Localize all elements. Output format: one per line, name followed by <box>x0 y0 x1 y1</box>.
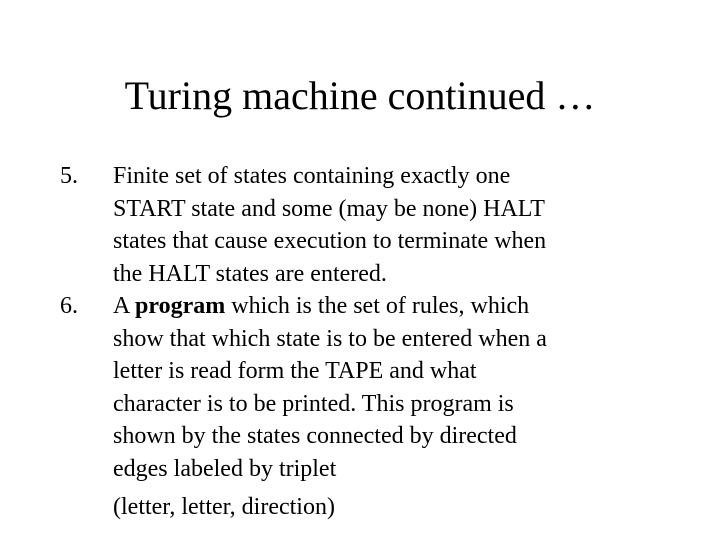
list-item-line: Finite set of states containing exactly one <box>113 163 511 189</box>
list-item-line: shown by the states connected by directed <box>113 423 517 449</box>
numbered-list <box>60 160 680 524</box>
list-item-6 <box>60 290 680 524</box>
list-item-line: character is to be printed. This program is <box>113 390 514 417</box>
list-item-line: the HALT states are entered. <box>113 260 387 287</box>
text-run: which is the set of rules, which <box>225 293 530 319</box>
bold-term-program: program <box>135 293 226 319</box>
slide-title: Turing machine continued … <box>124 73 596 118</box>
list-item-line: states that cause execution to terminate when <box>113 228 547 254</box>
list-item-number: 5. <box>60 163 78 189</box>
list-item-line: edges labeled by triplet <box>113 455 337 482</box>
list-item-line: show that which state is to be entered when a <box>113 325 547 352</box>
list-item-line: START state and some (may be none) HALT <box>113 195 545 222</box>
list-item-5 <box>60 160 680 290</box>
list-item-number: 6. <box>60 293 78 319</box>
list-item-line <box>113 290 680 323</box>
list-item-line: (letter, letter, direction) <box>113 494 335 520</box>
list-item-line: letter is read form the TAPE and what <box>113 358 477 384</box>
text-run: A <box>113 293 136 319</box>
